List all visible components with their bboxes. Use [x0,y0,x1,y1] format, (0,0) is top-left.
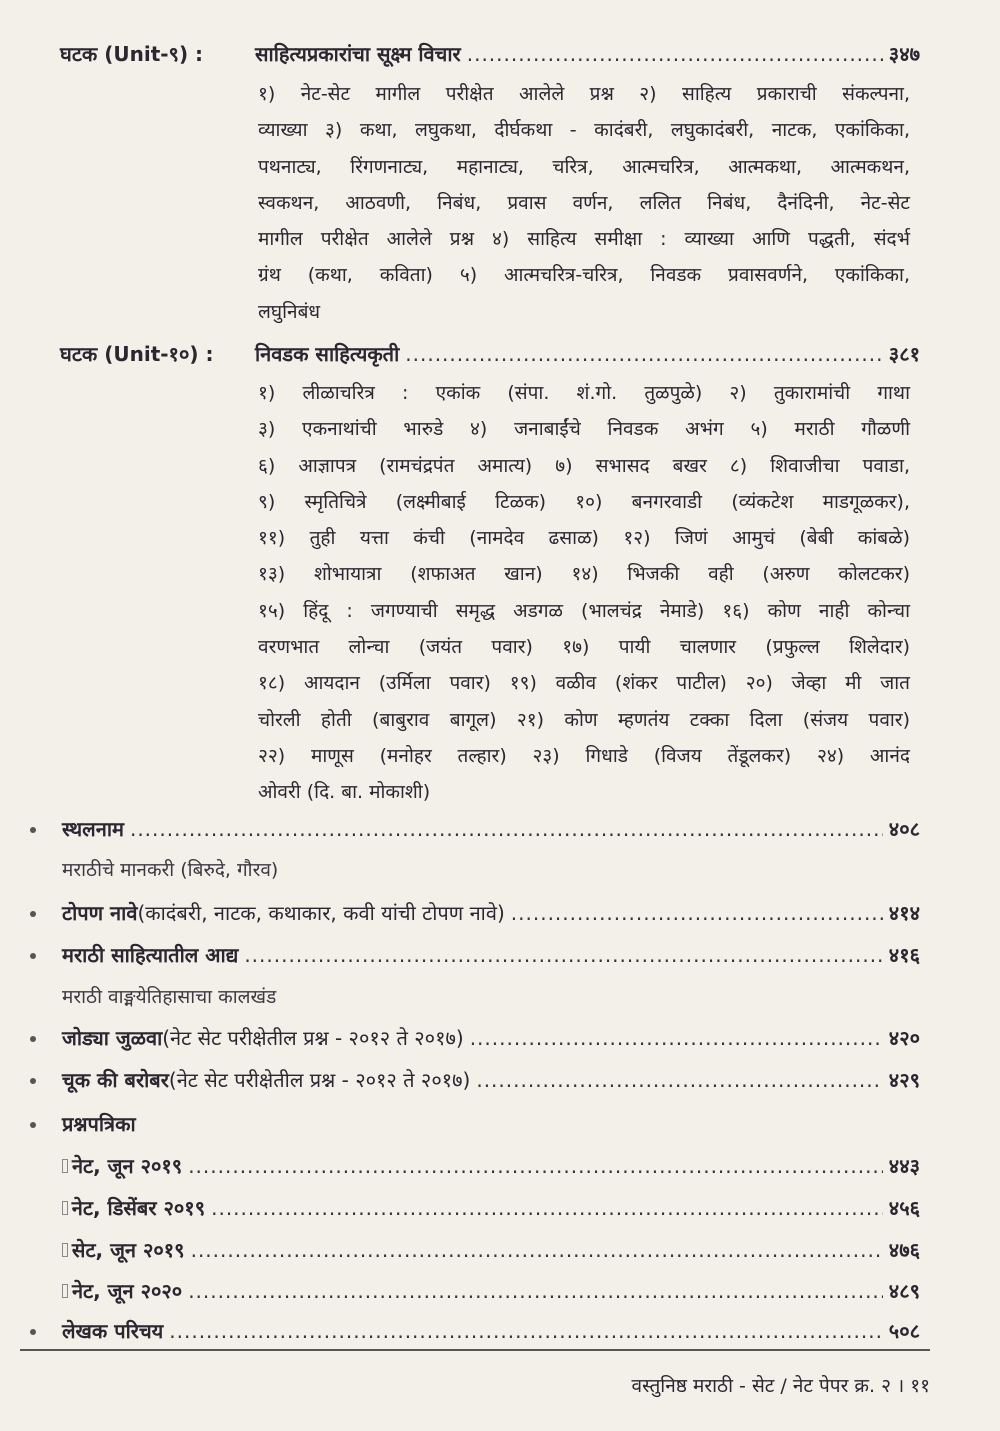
bullet-icon [30,1122,36,1128]
toc-entry-chuk [62,1066,920,1093]
entry-title: सेट, जून २०१९ [71,1238,185,1262]
entry-title: नेट, जून २०१९ [71,1154,183,1178]
entry-page-number: ४२९ [888,1068,920,1092]
entry-title: चूक की बरोबर [62,1068,169,1092]
toc-entry-aadya [62,941,920,968]
entry-page-number: ४१४ [888,901,920,925]
desc-line: ३) एकनाथांची भारुडे ४) जनाबाईंचे निवडक अभंग ५) मराठी गौळणी [258,418,910,441]
checkbox-icon [62,1159,68,1173]
leader-dots [188,1279,883,1303]
unit9-heading [60,40,920,67]
entry-title: टोपण नावे [62,901,138,925]
entry-title: लेखक परिचय [62,1319,164,1343]
desc-line: लघुनिबंध [258,300,321,323]
unit9-page-number: ३४७ [888,42,920,66]
leader-dots [467,42,883,66]
unit10-heading [60,340,920,367]
desc-line: ९) स्मृतिचित्रे (लक्ष्मीबाई टिळक) १०) बनगरवाडी (व्यंकटेश माडगूळकर), [258,490,910,513]
desc-line: मागील परीक्षेत आलेले प्रश्न ४) साहित्य समीक्षा : व्याख्या आणि पद्धती, संदर्भ [258,228,910,251]
toc-subentry [62,1194,920,1221]
checkbox-icon [62,1243,68,1257]
checkbox-icon [62,1284,68,1298]
leader-dots [130,817,883,841]
desc-line: वरणभात लोन्चा (जयंत पवार) १७) पायी चालणार (प्रफुल्ल शिलेदार) [258,636,910,659]
entry-page-number: ४८९ [888,1279,920,1303]
entry-title: स्थलनाम [62,817,124,841]
desc-line: ओवरी (दि. बा. मोकाशी) [258,781,431,804]
toc-entry-prashnapatrika [62,1110,136,1137]
desc-line: ११) तुही यत्ता कंची (नामदेव ढसाळ) १२) जिणं आमुचं (बेबी कांबळे) [258,527,910,550]
leader-dots [405,342,883,366]
entry-subtitle: (नेट सेट परीक्षेतील प्रश्न - २०१२ ते २०१७) [162,1026,464,1050]
toc-entry-lekhak [62,1317,920,1344]
unit9-label: घटक (Unit-९) : [60,42,204,66]
entry-page-number: ४०८ [888,817,920,841]
leader-dots [211,1196,883,1220]
entry-page-number: ५०८ [888,1319,920,1343]
entry-page-number: ४७६ [888,1238,920,1262]
footer-divider [20,1349,930,1351]
checkbox-icon [62,1201,68,1215]
desc-line: चोरली होती (बाबुराव बागूल) २१) कोण म्हणतंय टक्का दिला (संजय पवार) [258,708,910,731]
leader-dots [169,1319,883,1343]
entry-title: नेट, डिसेंबर २०१९ [71,1196,206,1220]
bullet-icon [30,953,36,959]
entry-title: नेट, जून २०२० [71,1279,183,1303]
unit9-title: साहित्यप्रकारांचा सूक्ष्म विचार [255,42,461,66]
bullet-icon [30,827,36,833]
leader-dots [470,1026,883,1050]
entry-page-number: ४२० [888,1026,920,1050]
desc-line: स्वकथन, आठवणी, निबंध, प्रवास वर्णन, ललित निबंध, दैनंदिनी, नेट-सेट [258,191,910,214]
desc-line: पथनाट्य, रिंगणनाट्य, महानाट्य, चरित्र, आत्मचरित्र, आत्मकथा, आत्मकथन, [258,155,910,178]
plain-entry: मराठी वाङ्मयेतिहासाचा कालखंड [62,986,277,1008]
entry-subtitle: (नेट सेट परीक्षेतील प्रश्न - २०१२ ते २०१७) [168,1068,471,1092]
unit9-description [258,76,910,330]
desc-line: ग्रंथ (कथा, कविता) ५) आत्मचरित्र-चरित्र, निवडक प्रवासवर्णने, एकांकिका, [258,264,910,287]
plain-entry: मराठीचे मानकरी (बिरुदे, गौरव) [62,859,279,881]
desc-line: १८) आयदान (उर्मिला पवार) १९) वळीव (शंकर पाटील) २०) जेव्हा मी जात [258,672,910,695]
entry-page-number: ४५६ [888,1196,920,1220]
desc-line: २२) माणूस (मनोहर तल्हार) २३) गिधाडे (विजय तेंडूलकर) २४) आनंद [258,744,910,767]
leader-dots [244,943,882,967]
entry-subtitle: (कादंबरी, नाटक, कथाकार, कवी यांची टोपण नावे) [137,901,505,925]
entry-page-number: ४४३ [888,1154,920,1178]
unit10-page-number: ३८१ [888,342,920,366]
desc-line: व्याख्या ३) कथा, लघुकथा, दीर्घकथा - कादंबरी, लघुकादंबरी, नाटक, एकांकिका, [258,119,910,142]
leader-dots [191,1238,883,1262]
desc-line: १३) शोभायात्रा (शफाअत खान) १४) भिजकी वही (अरुण कोलटकर) [258,563,910,586]
entry-title: जोड्या जुळवा [62,1026,163,1050]
leader-dots [476,1068,882,1092]
bullet-icon [30,1078,36,1084]
entry-title: मराठी साहित्यातील आद्य [62,943,239,967]
bullet-icon [30,911,36,917]
page-footer: वस्तुनिष्ठ मराठी - सेट / नेट पेपर क्र. २ । ११ [631,1375,930,1397]
entry-title: प्रश्नपत्रिका [62,1112,136,1136]
entry-page-number: ४१६ [888,943,920,967]
desc-line: १) नेट-सेट मागील परीक्षेत आलेले प्रश्न २) साहित्य प्रकाराची संकल्पना, [258,83,910,105]
toc-entry-topan-nave [62,899,920,926]
unit10-label: घटक (Unit-१०) : [60,342,214,366]
unit10-title: निवडक साहित्यकृती [255,342,400,366]
desc-line: १) लीळाचरित्र : एकांक (संपा. शं.गो. तुळपुळे) २) तुकारामांची गाथा [258,382,910,404]
bullet-icon [30,1329,36,1335]
toc-entry-sthalnam [62,815,920,842]
desc-line: १५) हिंदू : जगण्याची समृद्ध अडगळ (भालचंद्र नेमाडे) १६) कोण नाही कोन्चा [258,599,910,622]
desc-line: ६) आज्ञापत्र (रामचंद्रपंत अमात्य) ७) सभासद बखर ८) शिवाजीचा पवाडा, [258,454,910,477]
leader-dots [188,1154,883,1178]
toc-entry-jodya [62,1024,920,1051]
toc-subentry [62,1277,920,1304]
leader-dots [511,901,883,925]
toc-subentry [62,1236,920,1263]
bullet-icon [30,1036,36,1042]
toc-subentry [62,1152,920,1179]
unit10-description [258,375,910,811]
